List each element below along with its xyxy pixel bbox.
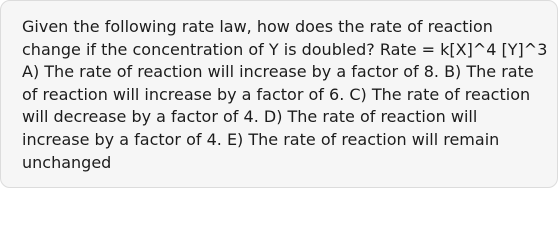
question-line-1: Given the following rate law, how does the rate of reaction xyxy=(22,17,493,36)
question-line-4: of reaction will increase by a factor of 6. C) The rate of reaction xyxy=(22,84,531,104)
question-line-5: will decrease by a factor of 4. D) The rate of reaction will xyxy=(22,107,478,127)
question-line-3: A) The rate of reaction will increase by a factor of 8. B) The rate xyxy=(22,62,534,82)
question-text xyxy=(22,16,552,174)
question-line-6: increase by a factor of 4. E) The rate of reaction will remain xyxy=(22,129,500,149)
question-line-7: unchanged xyxy=(22,152,112,172)
question-line-2: change if the concentration of Y is doubled? Rate = k[X]^4 [Y]^3 xyxy=(22,39,548,59)
